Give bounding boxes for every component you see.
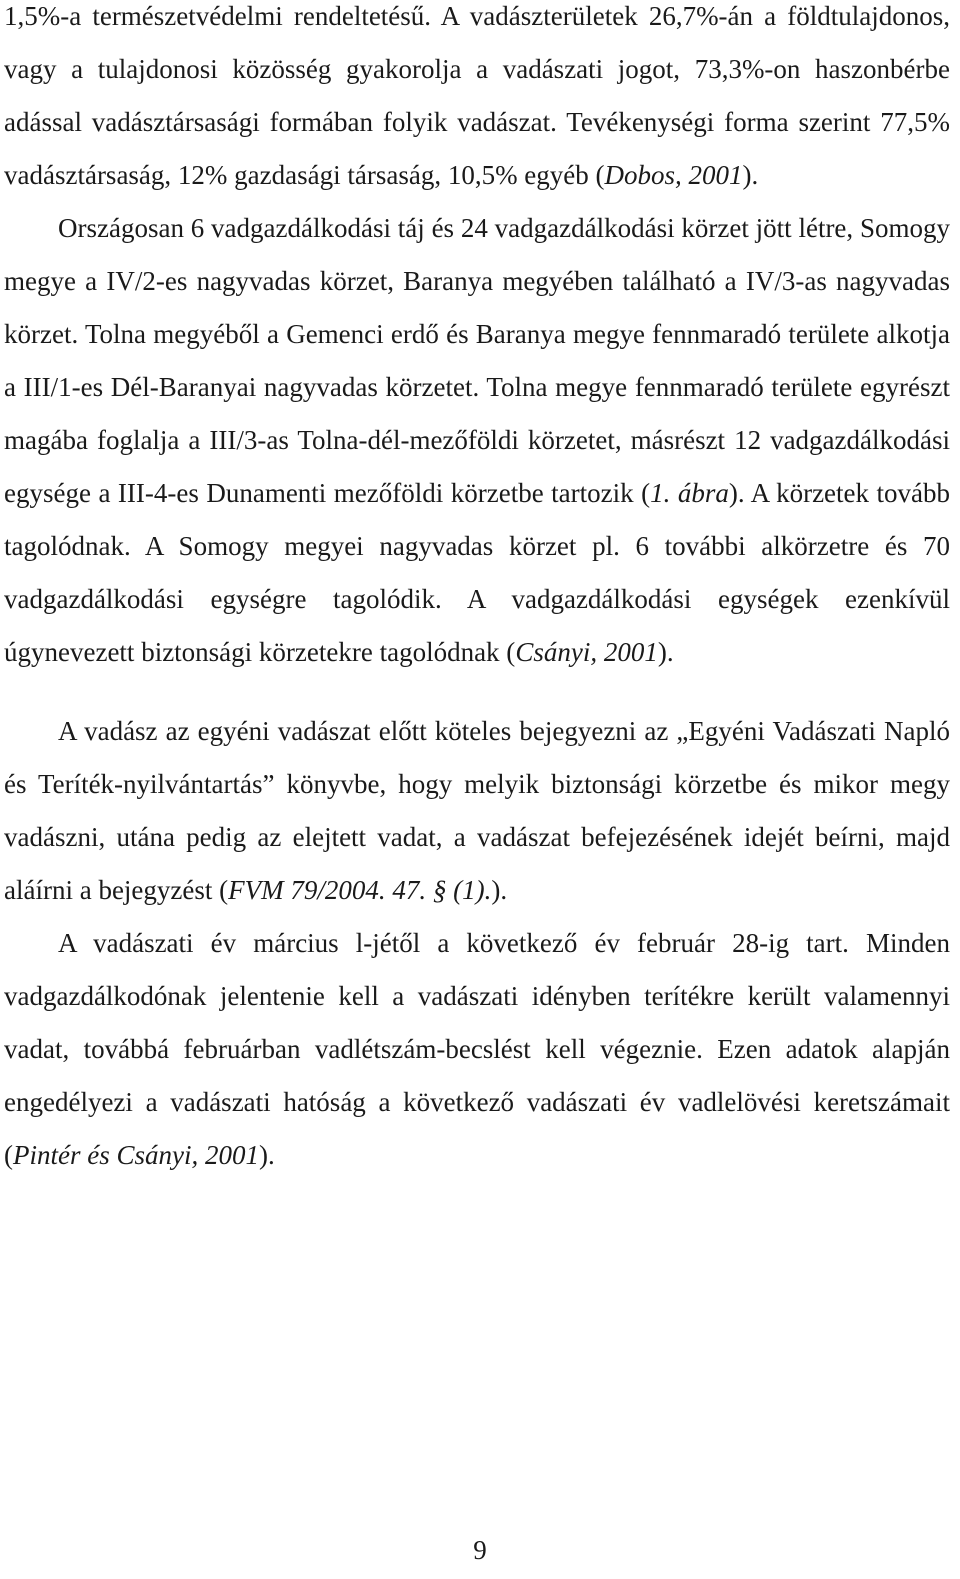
citation-fvm-regulation: FVM 79/2004. 47. § (1). <box>228 875 492 905</box>
paragraph-1 <box>4 0 950 202</box>
paragraph-2-text-a: Országosan 6 vadgazdálkodási táj és 24 vadgazdálkodási körzet jött létre, Somogy megye a IV/2-es nagyvadas körzet, Baranya megyében található a IV/3-as nagyvadas körzet. Tolna megyéből a Gemenci erdő és Baranya megye fennmaradó területe alkotja a III/1-es Dél-Baranyai nagyvadas körzetet. Tolna megye fennmaradó területe egyrészt magába foglalja a III/3-as Tolna-dél-mezőföldi körzetet, másrészt 12 vadgazdálkodási egysége a III-4-es Dunamenti mezőföldi körzetbe tartozik ( <box>4 213 950 508</box>
citation-dobos-2001: Dobos, 2001 <box>604 160 743 190</box>
paragraph-3 <box>4 705 950 917</box>
citation-csanyi-2001: Csányi, 2001 <box>515 637 658 667</box>
paragraph-2-text-b: ). A körzetek tovább tagolódnak. A Somogy megyei nagyvadas körzet pl. 6 további alkörzetre és 70 vadgazdálkodási egységre tagolódik. A vadgazdálkodási egységek ezenkívül úgynevezett biztonsági körzetekre tagolódnak ( <box>4 478 950 667</box>
paragraph-2 <box>4 202 950 679</box>
paragraph-1-tail: ). <box>742 160 759 190</box>
paragraph-4-text: A vadászati év március l-jétől a következő év február 28-ig tart. Minden vadgazdálkodónak jelentenie kell a vadászati idényben terítékre került valamennyi vadat, továbbá februárban vadlétszám-becslést kell végeznie. Ezen adatok alapján engedélyezi a vadászati hatóság a következő vadászati év vadlelövési keretszámait ( <box>4 928 950 1170</box>
paragraph-3-text: A vadász az egyéni vadászat előtt köteles bejegyezni az „Egyéni Vadászati Napló és Teríték-nyilvántartás” könyvbe, hogy melyik biztonsági körzetbe és mikor megy vadászni, utána pedig az elejtett vadat, a vadászat befejezésének idejét beírni, majd aláírni a bejegyzést ( <box>4 716 950 905</box>
paragraph-4 <box>4 917 950 1182</box>
paragraph-3-tail: ). <box>491 875 508 905</box>
document-body <box>4 0 950 1182</box>
citation-pinter-csanyi-2001: Pintér és Csányi, 2001 <box>13 1140 259 1170</box>
paragraph-2-tail: ). <box>657 637 674 667</box>
figure-reference: 1. ábra <box>650 478 729 508</box>
paragraph-4-tail: ). <box>258 1140 275 1170</box>
paragraph-1-text: 1,5%-a természetvédelmi rendeltetésű. A vadászterületek 26,7%-án a földtulajdonos, vagy a tulajdonosi közösség gyakorolja a vadászati jogot, 73,3%-on haszonbérbe adással vadásztársasági formában folyik vadászat. Tevékenységi forma szerint 77,5% vadásztársaság, 12% gazdasági társaság, 10,5% egyéb ( <box>4 1 950 190</box>
page-number: 9 <box>473 1535 487 1565</box>
